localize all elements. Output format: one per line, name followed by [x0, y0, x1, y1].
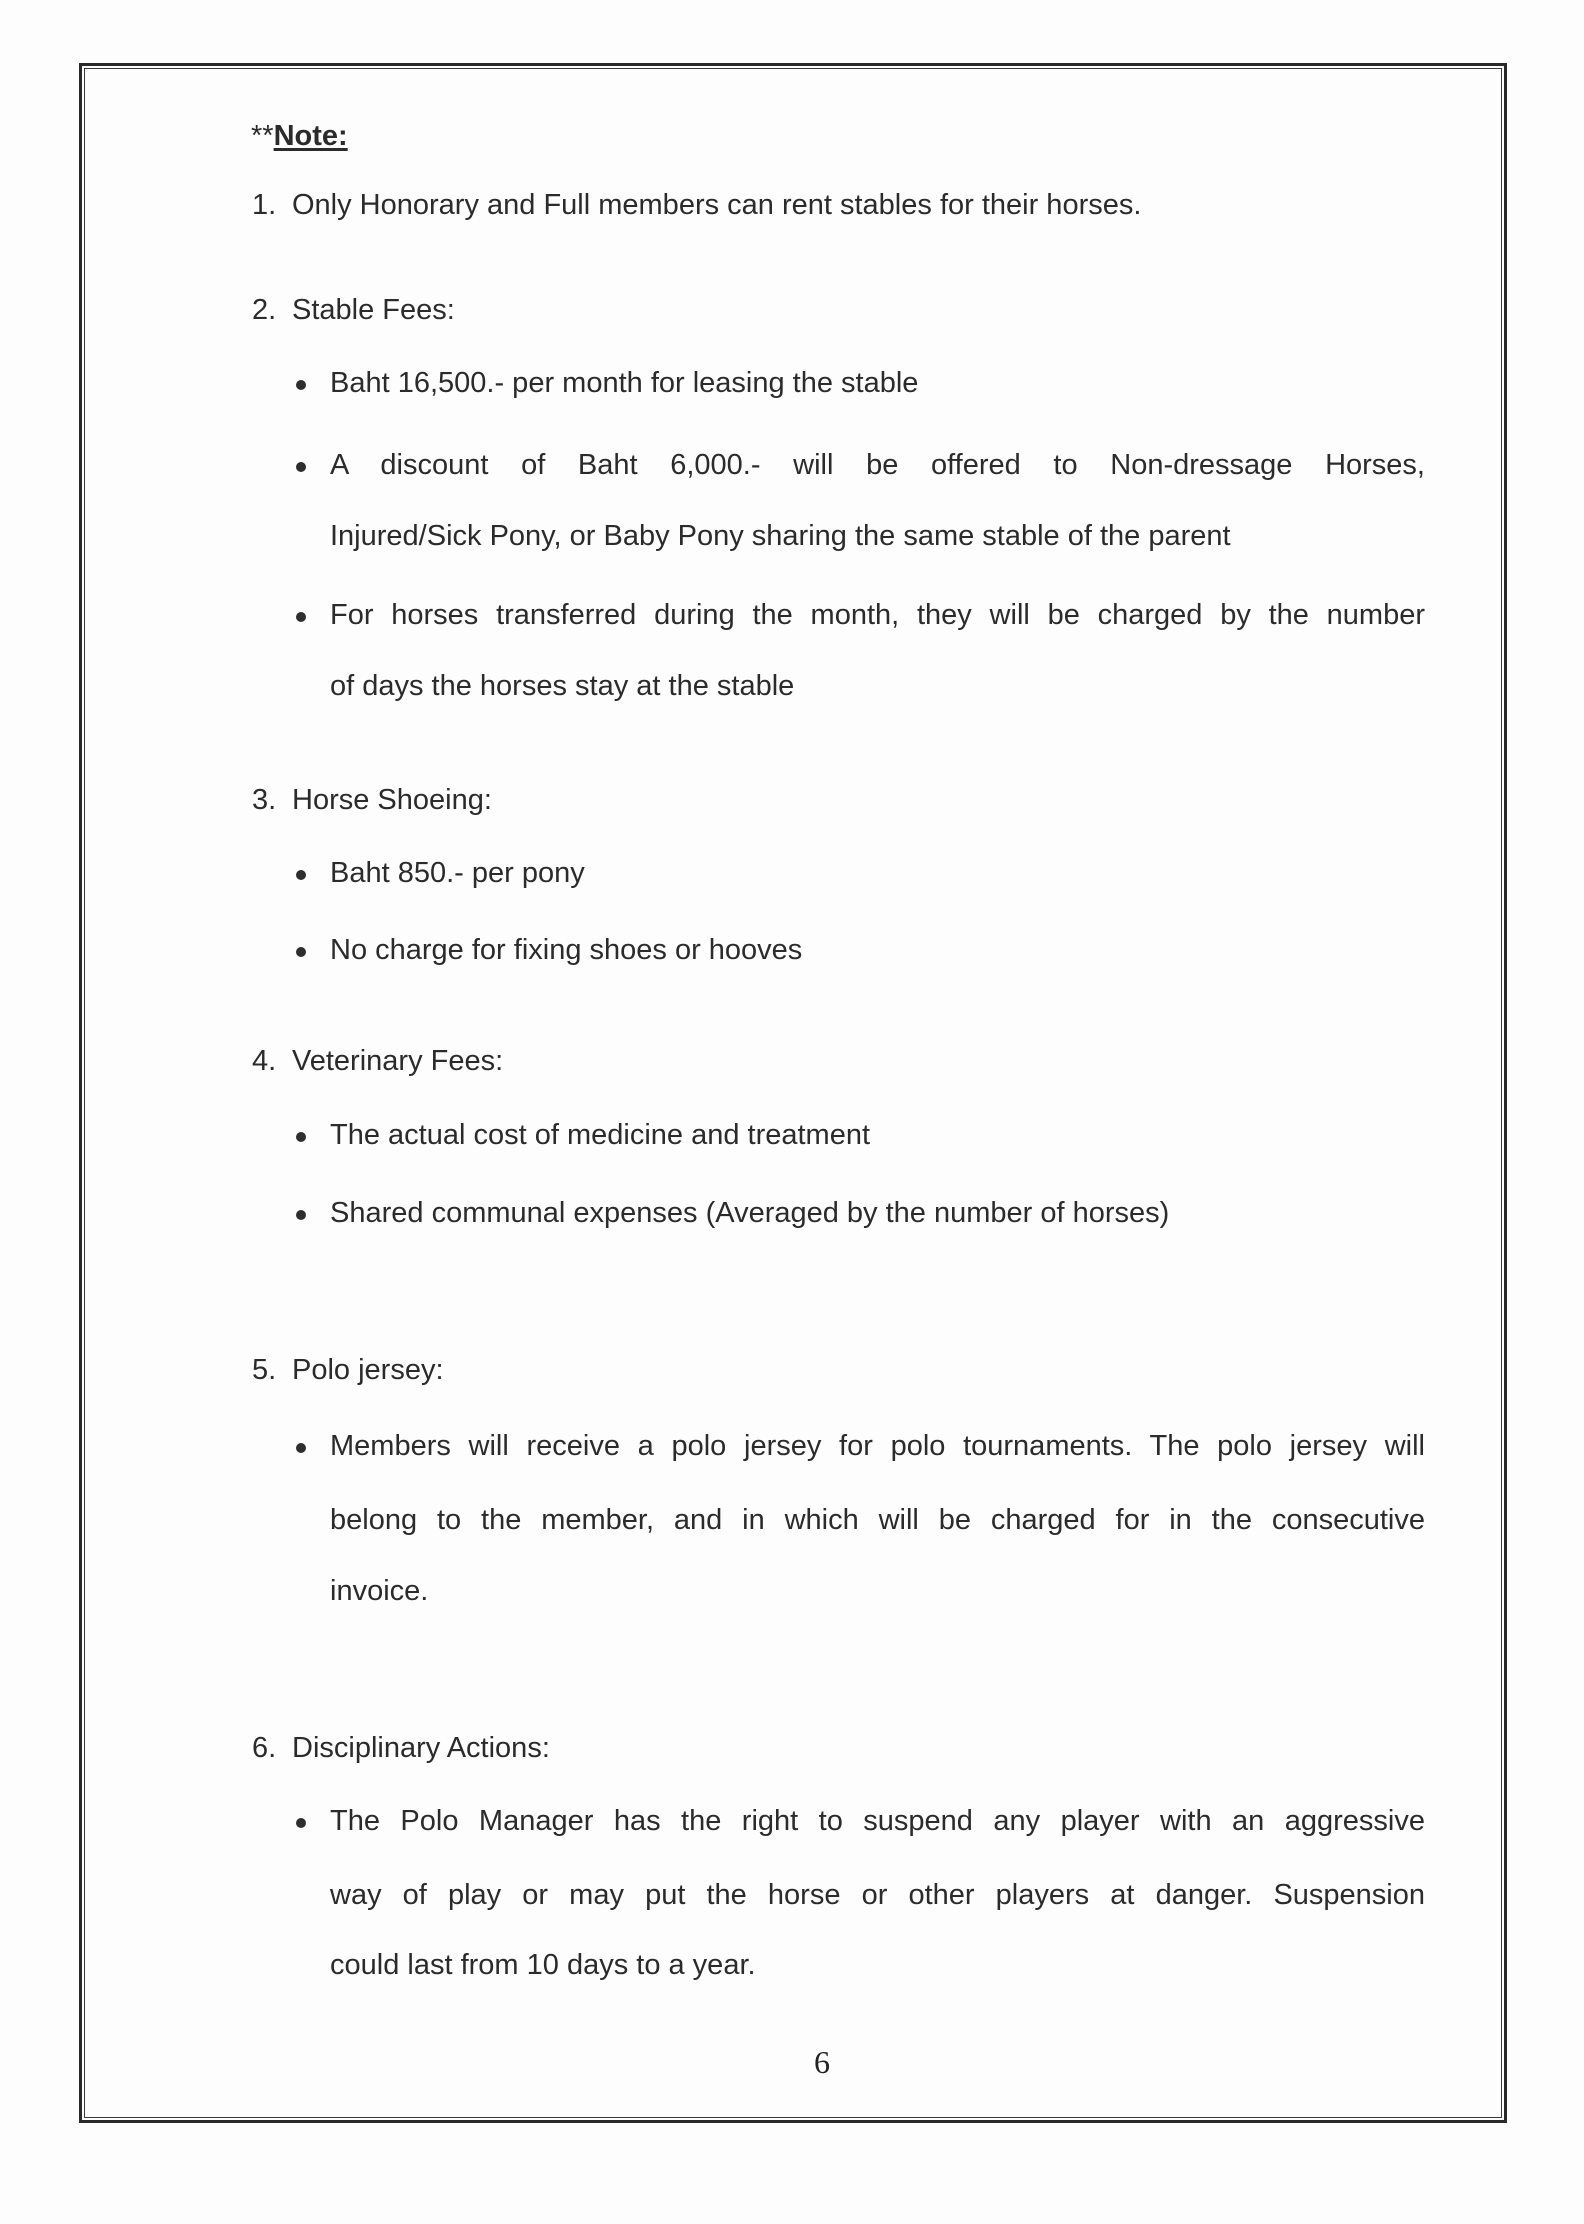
- bullet-icon: [296, 1210, 306, 1220]
- bullet-text: The actual cost of medicine and treatment: [330, 1119, 871, 1151]
- bullet-text-continuation: invoice.: [330, 1575, 429, 1607]
- bullet-icon: [296, 612, 306, 622]
- bullet-text: Shared communal expenses (Averaged by the number of horses): [330, 1197, 1170, 1229]
- item-heading-membership: Only Honorary and Full members can rent stables for their horses.: [292, 189, 1142, 221]
- item-number: 6.: [252, 1732, 277, 1764]
- bullet-text: Members will receive a polo jersey for polo tournaments. The polo jersey will: [330, 1430, 1425, 1462]
- item-number: 1.: [252, 189, 277, 221]
- item-heading-stable-fees: Stable Fees:: [292, 294, 455, 326]
- bullet-icon: [296, 1818, 306, 1828]
- bullet-text: No charge for fixing shoes or hooves: [330, 934, 803, 966]
- page-number: 6: [814, 2044, 830, 2080]
- bullet-icon: [296, 1132, 306, 1142]
- item-number: 4.: [252, 1045, 277, 1077]
- bullet-icon: [296, 947, 306, 957]
- bullet-icon: [296, 462, 306, 472]
- bullet-text: A discount of Baht 6,000.- will be offered to Non-dressage Horses,: [330, 449, 1425, 481]
- item-number: 5.: [252, 1354, 277, 1386]
- note-asterisks: **: [251, 120, 274, 152]
- item-heading-disciplinary-actions: Disciplinary Actions:: [292, 1732, 550, 1764]
- note-heading: [251, 122, 348, 151]
- note-label: Note:: [273, 120, 348, 152]
- item-heading-horse-shoeing: Horse Shoeing:: [292, 784, 492, 816]
- item-number: 3.: [252, 784, 277, 816]
- bullet-text-continuation: Injured/Sick Pony, or Baby Pony sharing the same stable of the parent: [330, 520, 1231, 552]
- item-number: 2.: [252, 294, 277, 326]
- bullet-text: Baht 850.- per pony: [330, 857, 585, 889]
- bullet-text-continuation: way of play or may put the horse or other players at danger. Suspension: [330, 1879, 1425, 1911]
- item-heading-polo-jersey: Polo jersey:: [292, 1354, 444, 1386]
- bullet-text-continuation: belong to the member, and in which will be charged for in the consecutive: [330, 1504, 1425, 1536]
- bullet-text: For horses transferred during the month, they will be charged by the number: [330, 599, 1425, 631]
- bullet-text-continuation: of days the horses stay at the stable: [330, 670, 795, 702]
- bullet-text: The Polo Manager has the right to suspend any player with an aggressive: [330, 1805, 1425, 1837]
- bullet-text-continuation: could last from 10 days to a year.: [330, 1949, 756, 1981]
- bullet-icon: [296, 870, 306, 880]
- item-heading-veterinary-fees: Veterinary Fees:: [292, 1045, 504, 1077]
- bullet-icon: [296, 1443, 306, 1453]
- bullet-icon: [296, 380, 306, 390]
- bullet-text: Baht 16,500.- per month for leasing the stable: [330, 367, 919, 399]
